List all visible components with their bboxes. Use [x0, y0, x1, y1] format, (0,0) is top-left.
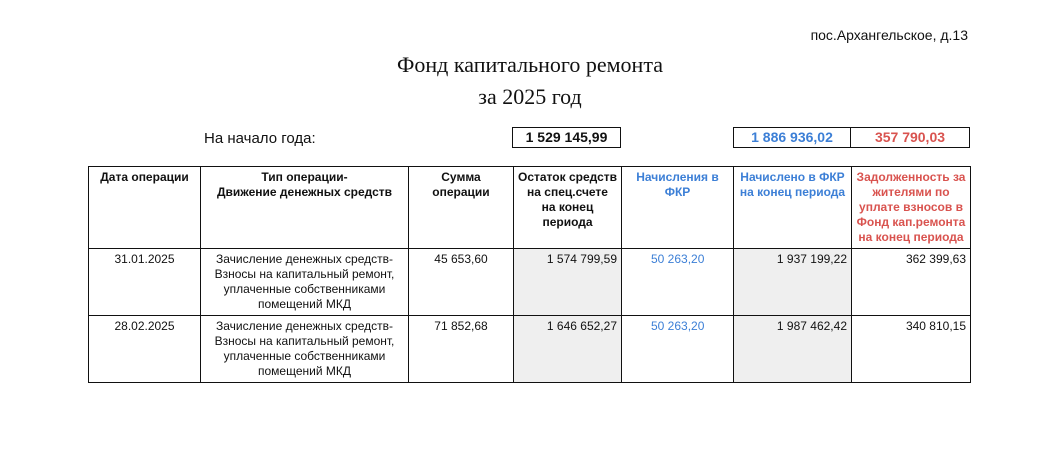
cell-accruals: 50 263,20	[622, 249, 734, 316]
table-row	[89, 316, 971, 383]
cell-balance: 1 574 799,59	[514, 249, 622, 316]
page-subtitle-year: за 2025 год	[478, 84, 582, 109]
page-title: Фонд капитального ремонта	[397, 52, 663, 77]
col-header-accrued-total: Начислено в ФКР на конец периода	[734, 167, 852, 249]
col-header-date: Дата операции	[89, 167, 201, 249]
cell-debt: 340 810,15	[852, 316, 971, 383]
col-header-balance: Остаток средств на спец.счете на конец периода	[514, 167, 622, 249]
start-balance-box: 1 529 145,99	[512, 127, 621, 148]
cell-amount: 71 852,68	[409, 316, 514, 383]
start-debt-box: 357 790,03	[850, 127, 970, 148]
col-header-type: Тип операции- Движение денежных средств	[201, 167, 409, 249]
cell-debt: 362 399,63	[852, 249, 971, 316]
cell-operation-type: Зачисление денежных средств- Взносы на капитальный ремонт, уплаченные собственниками помещений МКД	[201, 249, 409, 316]
cell-accrued-total: 1 987 462,42	[734, 316, 852, 383]
col-header-accruals: Начисления в ФКР	[622, 167, 734, 249]
cell-date: 31.01.2025	[89, 249, 201, 316]
col-header-amount: Сумма операции	[409, 167, 514, 249]
cell-operation-type: Зачисление денежных средств- Взносы на капитальный ремонт, уплаченные собственниками помещений МКД	[201, 316, 409, 383]
start-of-year-label: На начало года:	[204, 130, 316, 147]
table-header-row	[89, 167, 971, 249]
address: пос.Архангельское, д.13	[810, 27, 968, 43]
cell-accruals: 50 263,20	[622, 316, 734, 383]
cell-amount: 45 653,60	[409, 249, 514, 316]
cell-balance: 1 646 652,27	[514, 316, 622, 383]
start-accrued-box: 1 886 936,02	[733, 127, 851, 148]
col-header-debt: Задолженность за жителями по уплате взносов в Фонд кап.ремонта на конец периода	[852, 167, 971, 249]
operations-table	[88, 166, 971, 383]
cell-accrued-total: 1 937 199,22	[734, 249, 852, 316]
cell-date: 28.02.2025	[89, 316, 201, 383]
table-row	[89, 249, 971, 316]
